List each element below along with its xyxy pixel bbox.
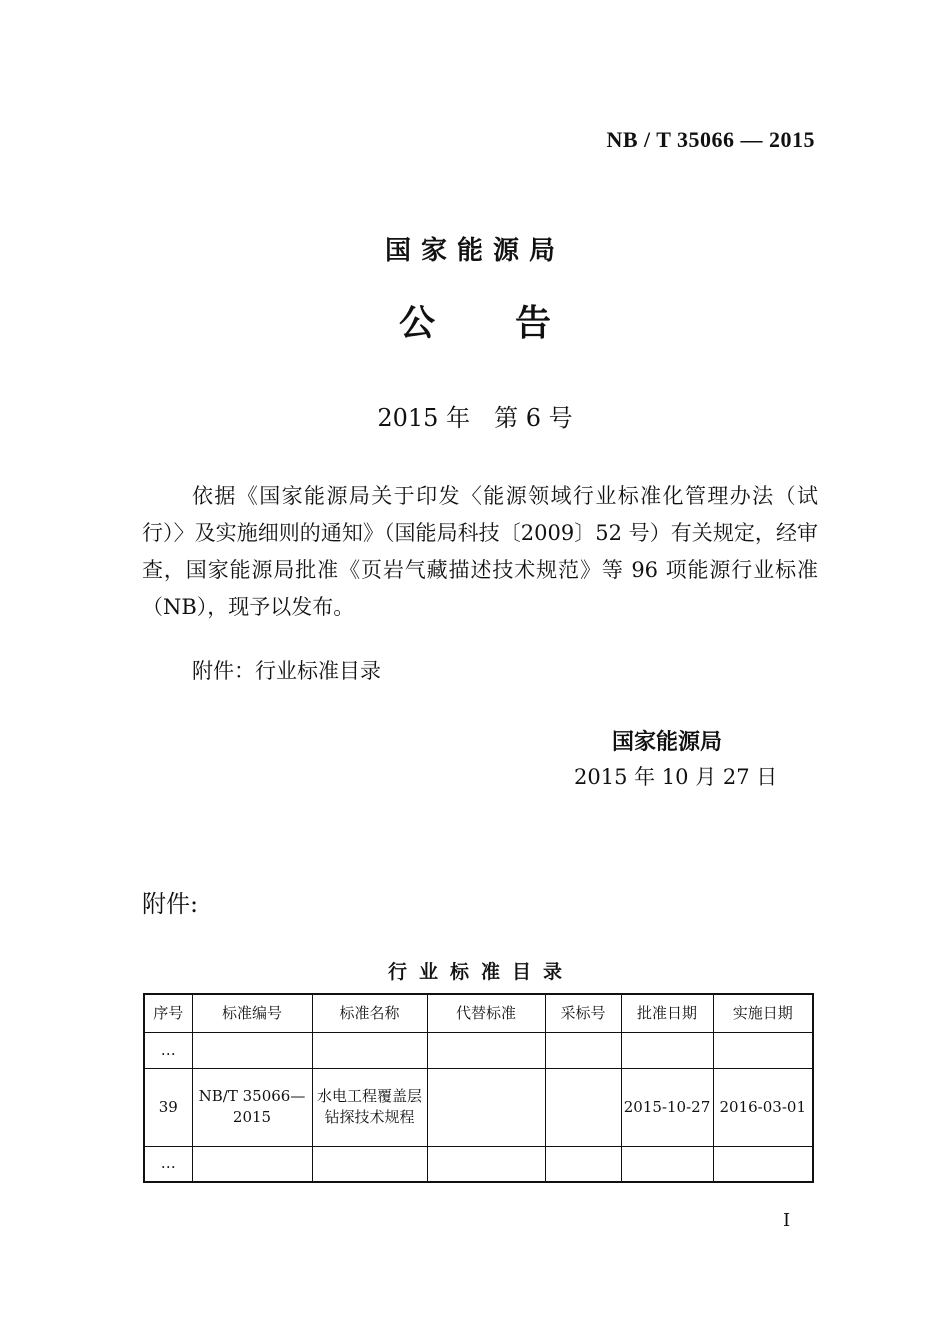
cell-replaces: [427, 1068, 545, 1146]
cell-seq: 39: [144, 1068, 192, 1146]
table-row: [144, 1032, 813, 1068]
cell-replaces: [427, 1032, 545, 1068]
column-header: 序号: [144, 994, 192, 1032]
column-header: 代替标准: [427, 994, 545, 1032]
cell-adopted: [545, 1146, 621, 1182]
column-header: 实施日期: [713, 994, 813, 1032]
column-header: 采标号: [545, 994, 621, 1032]
cell-effective: [713, 1032, 813, 1068]
attachment-label: 附件:: [142, 890, 199, 918]
table-header-row: [144, 994, 813, 1032]
signature-date: 2015 年 10 月 27 日: [574, 765, 778, 789]
cell-approved: [621, 1146, 713, 1182]
cell-adopted: [545, 1032, 621, 1068]
cell-name: [312, 1146, 427, 1182]
issue-number: 2015 年 第 6 号: [377, 404, 573, 432]
cell-approved: [621, 1032, 713, 1068]
page-number: I: [783, 1210, 791, 1231]
table-row: [144, 1146, 813, 1182]
catalog-title: 行业标准目录: [387, 961, 574, 983]
cell-seq: …: [144, 1146, 192, 1182]
cell-effective: [713, 1146, 813, 1182]
notice-body-paragraph: 依据《国家能源局关于印发〈能源领域行业标准化管理办法（试行）〉及实施细则的通知》（国能局科技〔2009〕52 号）有关规定，经审查，国家能源局批准《页岩气藏描述技术规范》等 96 项能源行业标准（NB），现予以发布。: [142, 484, 818, 619]
column-header: 标准编号: [192, 994, 312, 1032]
column-header: 标准名称: [312, 994, 427, 1032]
cell-approved: 2015-10-27: [621, 1068, 713, 1146]
notice-title: 公告: [398, 303, 631, 344]
table-row: [144, 1068, 813, 1146]
agency-title: 国家能源局: [384, 236, 565, 266]
cell-effective: 2016-03-01: [713, 1068, 813, 1146]
standards-catalog-table: [143, 993, 814, 1183]
cell-adopted: [545, 1068, 621, 1146]
signature-agency: 国家能源局: [612, 730, 723, 755]
cell-code: [192, 1032, 312, 1068]
column-header: 批准日期: [621, 994, 713, 1032]
cell-name: 水电工程覆盖层钻探技术规程: [312, 1068, 427, 1146]
standard-number: NB / T 35066 — 2015: [606, 127, 815, 152]
cell-replaces: [427, 1146, 545, 1182]
cell-code: [192, 1146, 312, 1182]
cell-name: [312, 1032, 427, 1068]
cell-code: NB/T 35066—2015: [192, 1068, 312, 1146]
cell-seq: …: [144, 1032, 192, 1068]
attachment-reference: 附件：行业标准目录: [192, 659, 381, 683]
